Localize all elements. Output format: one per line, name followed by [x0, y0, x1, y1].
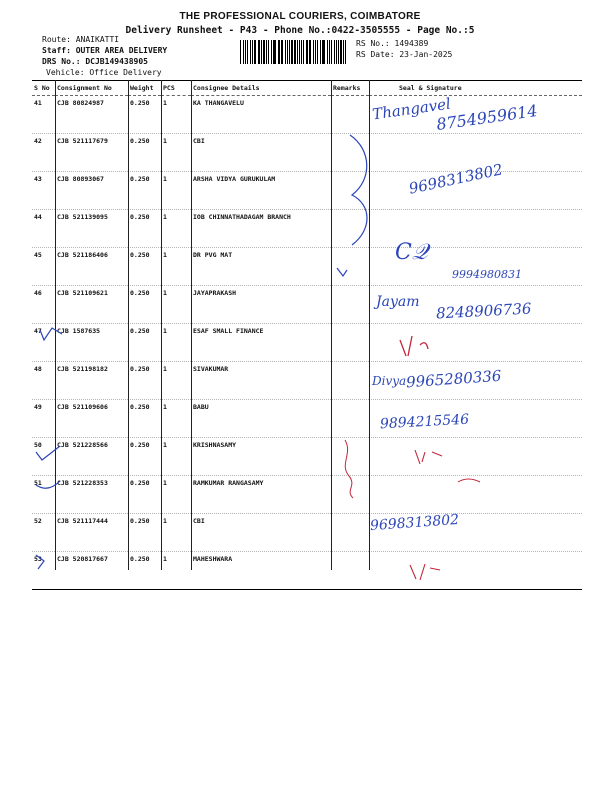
cell-weight: 0.250 — [128, 248, 161, 286]
cell-consignee: JAYAPRAKASH — [191, 286, 331, 324]
cell-weight: 0.250 — [128, 172, 161, 210]
cell-consignment-no: CJB 521117679 — [55, 134, 128, 172]
cell-weight: 0.250 — [128, 400, 161, 438]
staff-value: OUTER AREA DELIVERY — [75, 46, 168, 55]
cell-pcs: 1 — [161, 476, 191, 514]
cell-pcs: 1 — [161, 362, 191, 400]
route-value: ANAIKATTI — [75, 35, 120, 44]
cell-sno: 44 — [32, 210, 55, 248]
cell-consignee: KRISHNASAMY — [191, 438, 331, 476]
cell-weight: 0.250 — [128, 286, 161, 324]
cell-sno: 43 — [32, 172, 55, 210]
signature-thangavel: Thangavel — [371, 94, 452, 124]
vehicle-label: Vehicle: — [46, 68, 85, 77]
cell-pcs: 1 — [161, 324, 191, 362]
cell-sno: 46 — [32, 286, 55, 324]
cell-pcs: 1 — [161, 210, 191, 248]
cell-sno: 45 — [32, 248, 55, 286]
cell-weight: 0.250 — [128, 210, 161, 248]
route-label: Route: — [42, 35, 71, 44]
cell-consignee: DR PVG MAT — [191, 248, 331, 286]
col-header-sno: S No — [32, 81, 55, 96]
cell-consignment-no: CJB 1587635 — [55, 324, 128, 362]
cell-weight: 0.250 — [128, 362, 161, 400]
col-header-remarks: Remarks — [331, 81, 369, 96]
cell-consignment-no: CJB 521228353 — [55, 476, 128, 514]
col-header-consignee: Consignee Details — [191, 81, 331, 96]
cell-pcs: 1 — [161, 172, 191, 210]
cell-consignment-no: CJB 521228566 — [55, 438, 128, 476]
cell-pcs: 1 — [161, 96, 191, 134]
cell-sno: 52 — [32, 514, 55, 552]
phone-handwritten-2: 9698313802 — [407, 160, 505, 198]
phone-handwritten-6: 9894215546 — [379, 411, 470, 433]
col-header-consignment: Consignment No — [55, 81, 128, 96]
signature-dr-pvg: C𝒬 — [395, 240, 428, 265]
cell-pcs: 1 — [161, 248, 191, 286]
cell-consignment-no: CJB 521139095 — [55, 210, 128, 248]
rs-no-label: RS No.: — [356, 39, 390, 48]
cell-sno: 51 — [32, 476, 55, 514]
runsheet-subtitle: Delivery Runsheet - P43 - Phone No.:0422-3505555 - Page No.:5 — [125, 25, 475, 36]
cell-pcs: 1 — [161, 438, 191, 476]
drs-label: DRS No.: — [42, 57, 81, 66]
cell-consignee: CBI — [191, 134, 331, 172]
cell-consignee: CBI — [191, 514, 331, 552]
cell-sno: 49 — [32, 400, 55, 438]
cell-consignment-no: CJB 521186406 — [55, 248, 128, 286]
cell-weight: 0.250 — [128, 438, 161, 476]
cell-consignee: RAMKUMAR RANGASAMY — [191, 476, 331, 514]
cell-sno: 47 — [32, 324, 55, 362]
cell-weight: 0.250 — [128, 134, 161, 172]
col-header-weight: Weight — [128, 81, 161, 96]
cell-consignment-no: CJB 521198182 — [55, 362, 128, 400]
cell-weight: 0.250 — [128, 514, 161, 552]
cell-consignment-no: CJB 80893067 — [55, 172, 128, 210]
cell-pcs: 1 — [161, 514, 191, 552]
phone-handwritten-5: 9965280336 — [405, 366, 502, 392]
cell-pcs: 1 — [161, 552, 191, 590]
cell-sno: 41 — [32, 96, 55, 134]
cell-consignee: IOB CHINNATHADAGAM BRANCH — [191, 210, 331, 248]
cell-consignee: ARSHA VIDYA GURUKULAM — [191, 172, 331, 210]
signature-jayam: Jayam — [376, 294, 420, 310]
cell-consignment-no: CJB 521109621 — [55, 286, 128, 324]
rs-date-label: RS Date: — [356, 50, 395, 59]
cell-consignee: SIVAKUMAR — [191, 362, 331, 400]
cell-pcs: 1 — [161, 134, 191, 172]
cell-weight: 0.250 — [128, 324, 161, 362]
signature-divya: Divya — [372, 374, 407, 388]
cell-consignment-no: CJB 521117444 — [55, 514, 128, 552]
cell-pcs: 1 — [161, 286, 191, 324]
cell-consignment-no: CJB 521109606 — [55, 400, 128, 438]
cell-consignee: MAHESHWARA — [191, 552, 331, 590]
phone-handwritten-1: 8754959614 — [435, 101, 539, 134]
vehicle-value: Office Delivery — [89, 68, 162, 77]
cell-sno: 53 — [32, 552, 55, 590]
cell-weight: 0.250 — [128, 476, 161, 514]
drs-value: DCJB149438905 — [85, 57, 148, 66]
company-title: THE PROFESSIONAL COURIERS, COIMBATORE — [179, 11, 421, 22]
rs-date-value: 23-Jan-2025 — [399, 50, 453, 59]
cell-pcs: 1 — [161, 400, 191, 438]
staff-label: Staff: — [42, 46, 71, 55]
cell-consignment-no: CJB 80824987 — [55, 96, 128, 134]
col-header-pcs: PCS — [161, 81, 191, 96]
phone-handwritten-4: 8248906736 — [435, 299, 532, 323]
cell-sno: 50 — [32, 438, 55, 476]
cell-sno: 42 — [32, 134, 55, 172]
phone-handwritten-3: 9994980831 — [452, 268, 522, 281]
cell-consignee: KA THANGAVELU — [191, 96, 331, 134]
cell-weight: 0.250 — [128, 552, 161, 590]
cell-weight: 0.250 — [128, 96, 161, 134]
cell-consignee: BABU — [191, 400, 331, 438]
rs-no-value: 1494389 — [394, 39, 429, 48]
cell-consignee: ESAF SMALL FINANCE — [191, 324, 331, 362]
col-header-signature: Seal & Signature — [369, 81, 582, 96]
cell-sno: 48 — [32, 362, 55, 400]
phone-handwritten-7: 9698313802 — [369, 511, 460, 535]
cell-consignment-no: CJB 520817667 — [55, 552, 128, 590]
